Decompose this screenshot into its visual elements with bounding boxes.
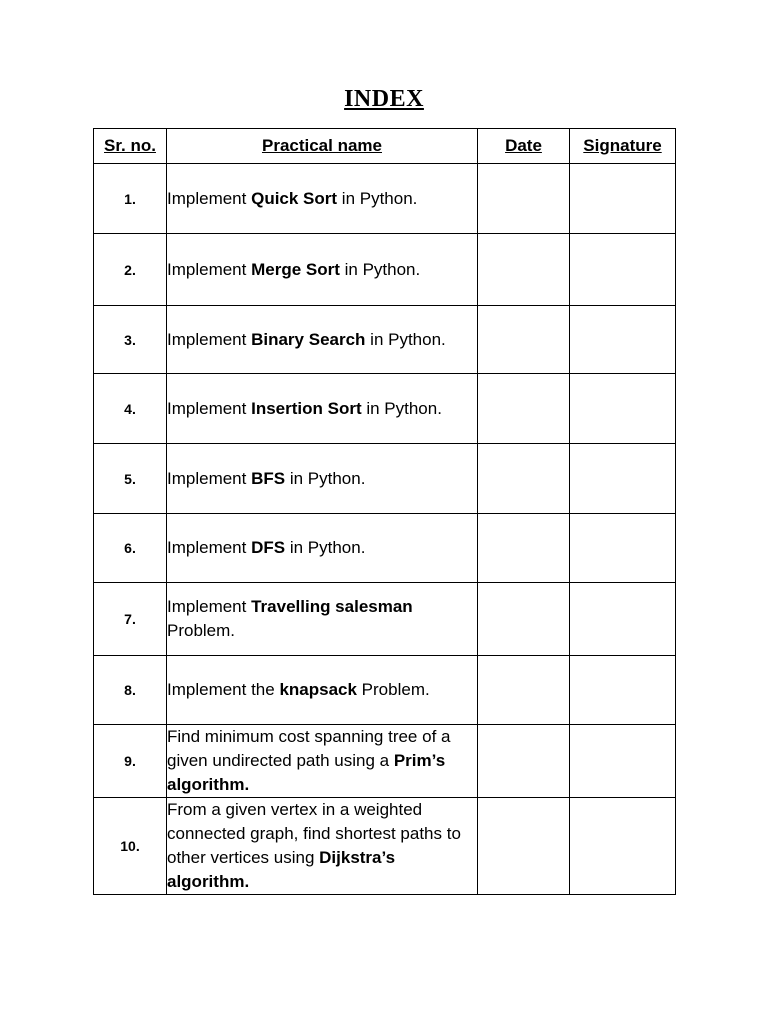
practical-name-cell	[167, 656, 478, 725]
header-sr-no: Sr. no.	[94, 129, 167, 164]
practical-name-bold: Merge Sort	[251, 259, 340, 279]
practical-name-text: Implement	[167, 329, 252, 349]
table-row	[94, 798, 676, 895]
practical-name-cell	[167, 374, 478, 444]
practical-name-text: in Python.	[285, 538, 366, 557]
row-number: 1.	[94, 164, 167, 234]
index-table	[93, 128, 676, 895]
header-date: Date	[478, 129, 570, 164]
header-signature: Signature	[570, 129, 676, 164]
practical-name-cell	[167, 444, 478, 514]
signature-cell[interactable]	[570, 164, 676, 234]
date-cell[interactable]	[478, 234, 570, 306]
row-number: 7.	[94, 583, 167, 656]
practical-name-cell	[167, 583, 478, 656]
date-cell[interactable]	[478, 306, 570, 374]
row-number: 5.	[94, 444, 167, 514]
date-cell[interactable]	[478, 583, 570, 656]
practical-name-text: in Python.	[337, 188, 418, 208]
practical-name-text: Implement the	[167, 680, 280, 699]
row-number: 4.	[94, 374, 167, 444]
practical-name-text: in Python.	[361, 398, 442, 418]
practical-name-cell	[167, 164, 478, 234]
row-number: 6.	[94, 514, 167, 583]
table-row	[94, 306, 676, 374]
table-row	[94, 656, 676, 725]
signature-cell[interactable]	[570, 798, 676, 895]
practical-name-text: Implement	[167, 259, 252, 279]
signature-cell[interactable]	[570, 374, 676, 444]
practical-name-text: in Python.	[365, 329, 446, 349]
header-practical-name: Practical name	[167, 129, 478, 164]
date-cell[interactable]	[478, 164, 570, 234]
practical-name-bold: BFS	[251, 468, 286, 488]
date-cell[interactable]	[478, 444, 570, 514]
practical-name-bold: Binary Search	[251, 329, 366, 349]
practical-name-text: Problem.	[356, 680, 430, 699]
practical-name-text: Implement	[167, 398, 252, 418]
practical-name-bold: Insertion Sort	[251, 398, 362, 418]
table-row	[94, 514, 676, 583]
practical-name-text: in Python.	[285, 468, 366, 488]
row-number: 8.	[94, 656, 167, 725]
practical-name-text: Implement	[167, 188, 252, 208]
signature-cell[interactable]	[570, 725, 676, 798]
signature-cell[interactable]	[570, 514, 676, 583]
header-row	[94, 129, 676, 164]
practical-name-cell	[167, 798, 478, 895]
practical-name-bold: Dijkstra’s algorithm.	[167, 848, 396, 891]
practical-name-text: From a given vertex in a weighted connected graph, find shortest paths to other vertices using	[167, 800, 461, 867]
practical-name-bold: Travelling salesman	[251, 597, 413, 616]
table-row	[94, 374, 676, 444]
page-title: INDEX	[344, 86, 424, 112]
row-number: 9.	[94, 725, 167, 798]
signature-cell[interactable]	[570, 306, 676, 374]
practical-name-cell	[167, 306, 478, 374]
signature-cell[interactable]	[570, 656, 676, 725]
table-row	[94, 444, 676, 514]
table-row	[94, 583, 676, 656]
date-cell[interactable]	[478, 656, 570, 725]
date-cell[interactable]	[478, 514, 570, 583]
table-row	[94, 234, 676, 306]
table-row	[94, 164, 676, 234]
practical-name-cell	[167, 725, 478, 798]
practical-name-bold: knapsack	[279, 680, 357, 699]
practical-name-bold: DFS	[251, 538, 286, 557]
practical-name-text: Problem.	[167, 621, 236, 640]
practical-name-bold: Quick Sort	[251, 188, 338, 208]
practical-name-text: Implement	[167, 468, 252, 488]
practical-name-cell	[167, 234, 478, 306]
signature-cell[interactable]	[570, 583, 676, 656]
row-number: 2.	[94, 234, 167, 306]
signature-cell[interactable]	[570, 444, 676, 514]
practical-name-bold: Prim’s algorithm.	[167, 751, 446, 794]
date-cell[interactable]	[478, 725, 570, 798]
signature-cell[interactable]	[570, 234, 676, 306]
row-number: 10.	[94, 798, 167, 895]
date-cell[interactable]	[478, 798, 570, 895]
table-row	[94, 725, 676, 798]
date-cell[interactable]	[478, 374, 570, 444]
practical-name-text: Implement	[167, 538, 252, 557]
practical-name-text: in Python.	[339, 259, 421, 279]
practical-name-text: Implement	[167, 597, 252, 616]
practical-name-text: Find minimum cost spanning tree of a given undirected path using a	[167, 727, 451, 770]
row-number: 3.	[94, 306, 167, 374]
practical-name-cell	[167, 514, 478, 583]
